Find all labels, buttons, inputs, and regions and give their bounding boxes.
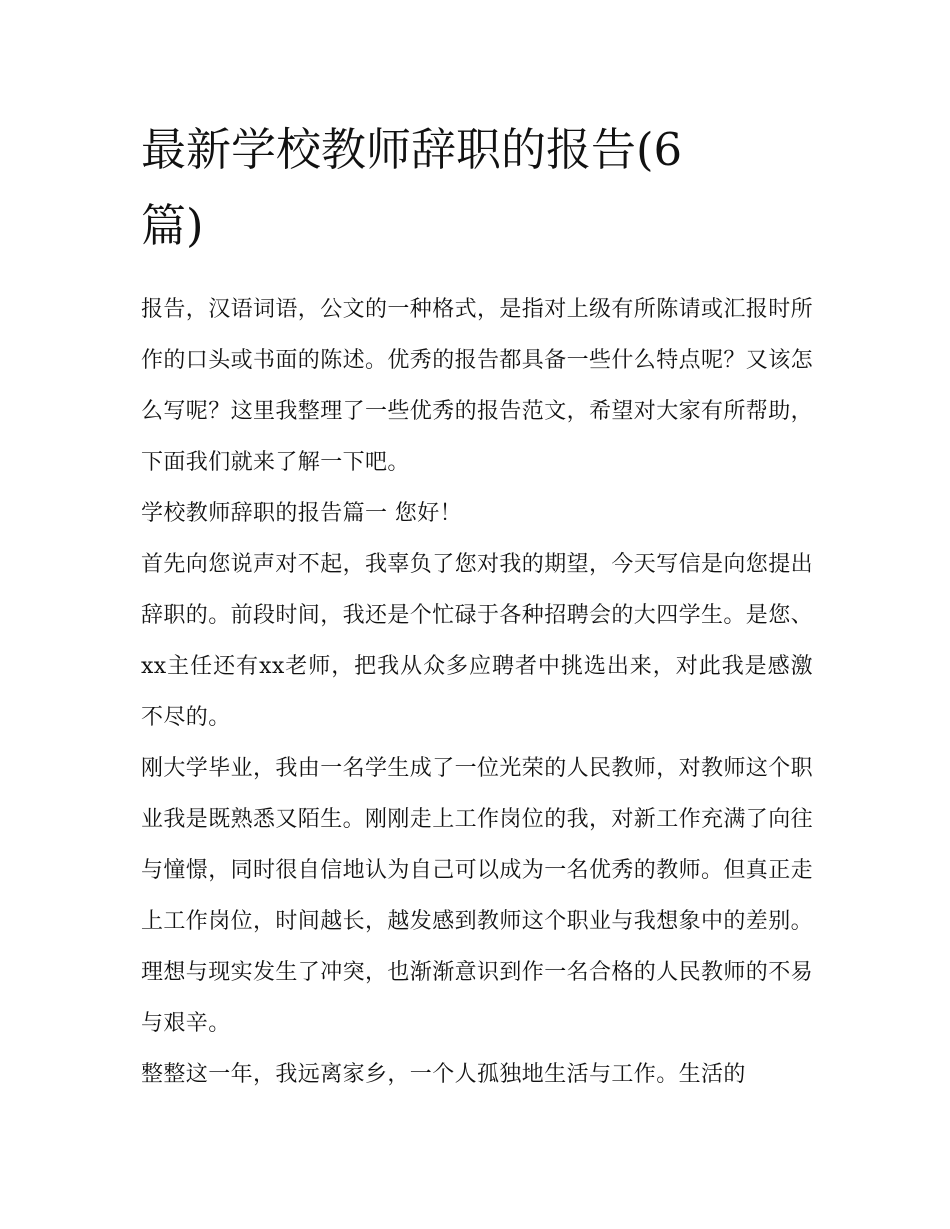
paragraph-section-heading: 学校教师辞职的报告篇一 您好！ <box>141 501 462 526</box>
document-body <box>141 112 813 1100</box>
paragraph-year-away: 整整这一年，我远离家乡，一个人孤独地生活与工作。生活的 <box>141 1062 746 1087</box>
paragraph-intro: 报告，汉语词语，公文的一种格式，是指对上级有所陈请或汇报时所作的口头或书面的陈述。优秀的报告都具备一些什么特点呢？又该怎么写呢？这里我整理了一些优秀的报告范文，希望对大家有所帮助，下面我们就来了解一下吧。 <box>141 297 814 475</box>
paragraph-graduation: 刚大学毕业，我由一名学生成了一位光荣的人民教师，对教师这个职业我是既熟悉又陌生。刚刚走上工作岗位的我，对新工作充满了向往与憧憬，同时很自信地认为自己可以成为一名优秀的教师。但真正走上工作岗位，时间越长，越发感到教师这个职业与我想象中的差别。理想与现实发生了冲突，也渐渐意识到作一名合格的人民教师的不易与艰辛。 <box>141 756 814 1036</box>
document-title: 最新学校教师辞职的报告(6篇) <box>141 123 683 252</box>
paragraph-apology: 首先向您说声对不起，我辜负了您对我的期望，今天写信是向您提出辞职的。前段时间，我还是个忙碌于各种招聘会的大四学生。是您、xx主任还有xx老师，把我从众多应聘者中挑选出来，对此我是感激不尽的。 <box>141 552 814 730</box>
